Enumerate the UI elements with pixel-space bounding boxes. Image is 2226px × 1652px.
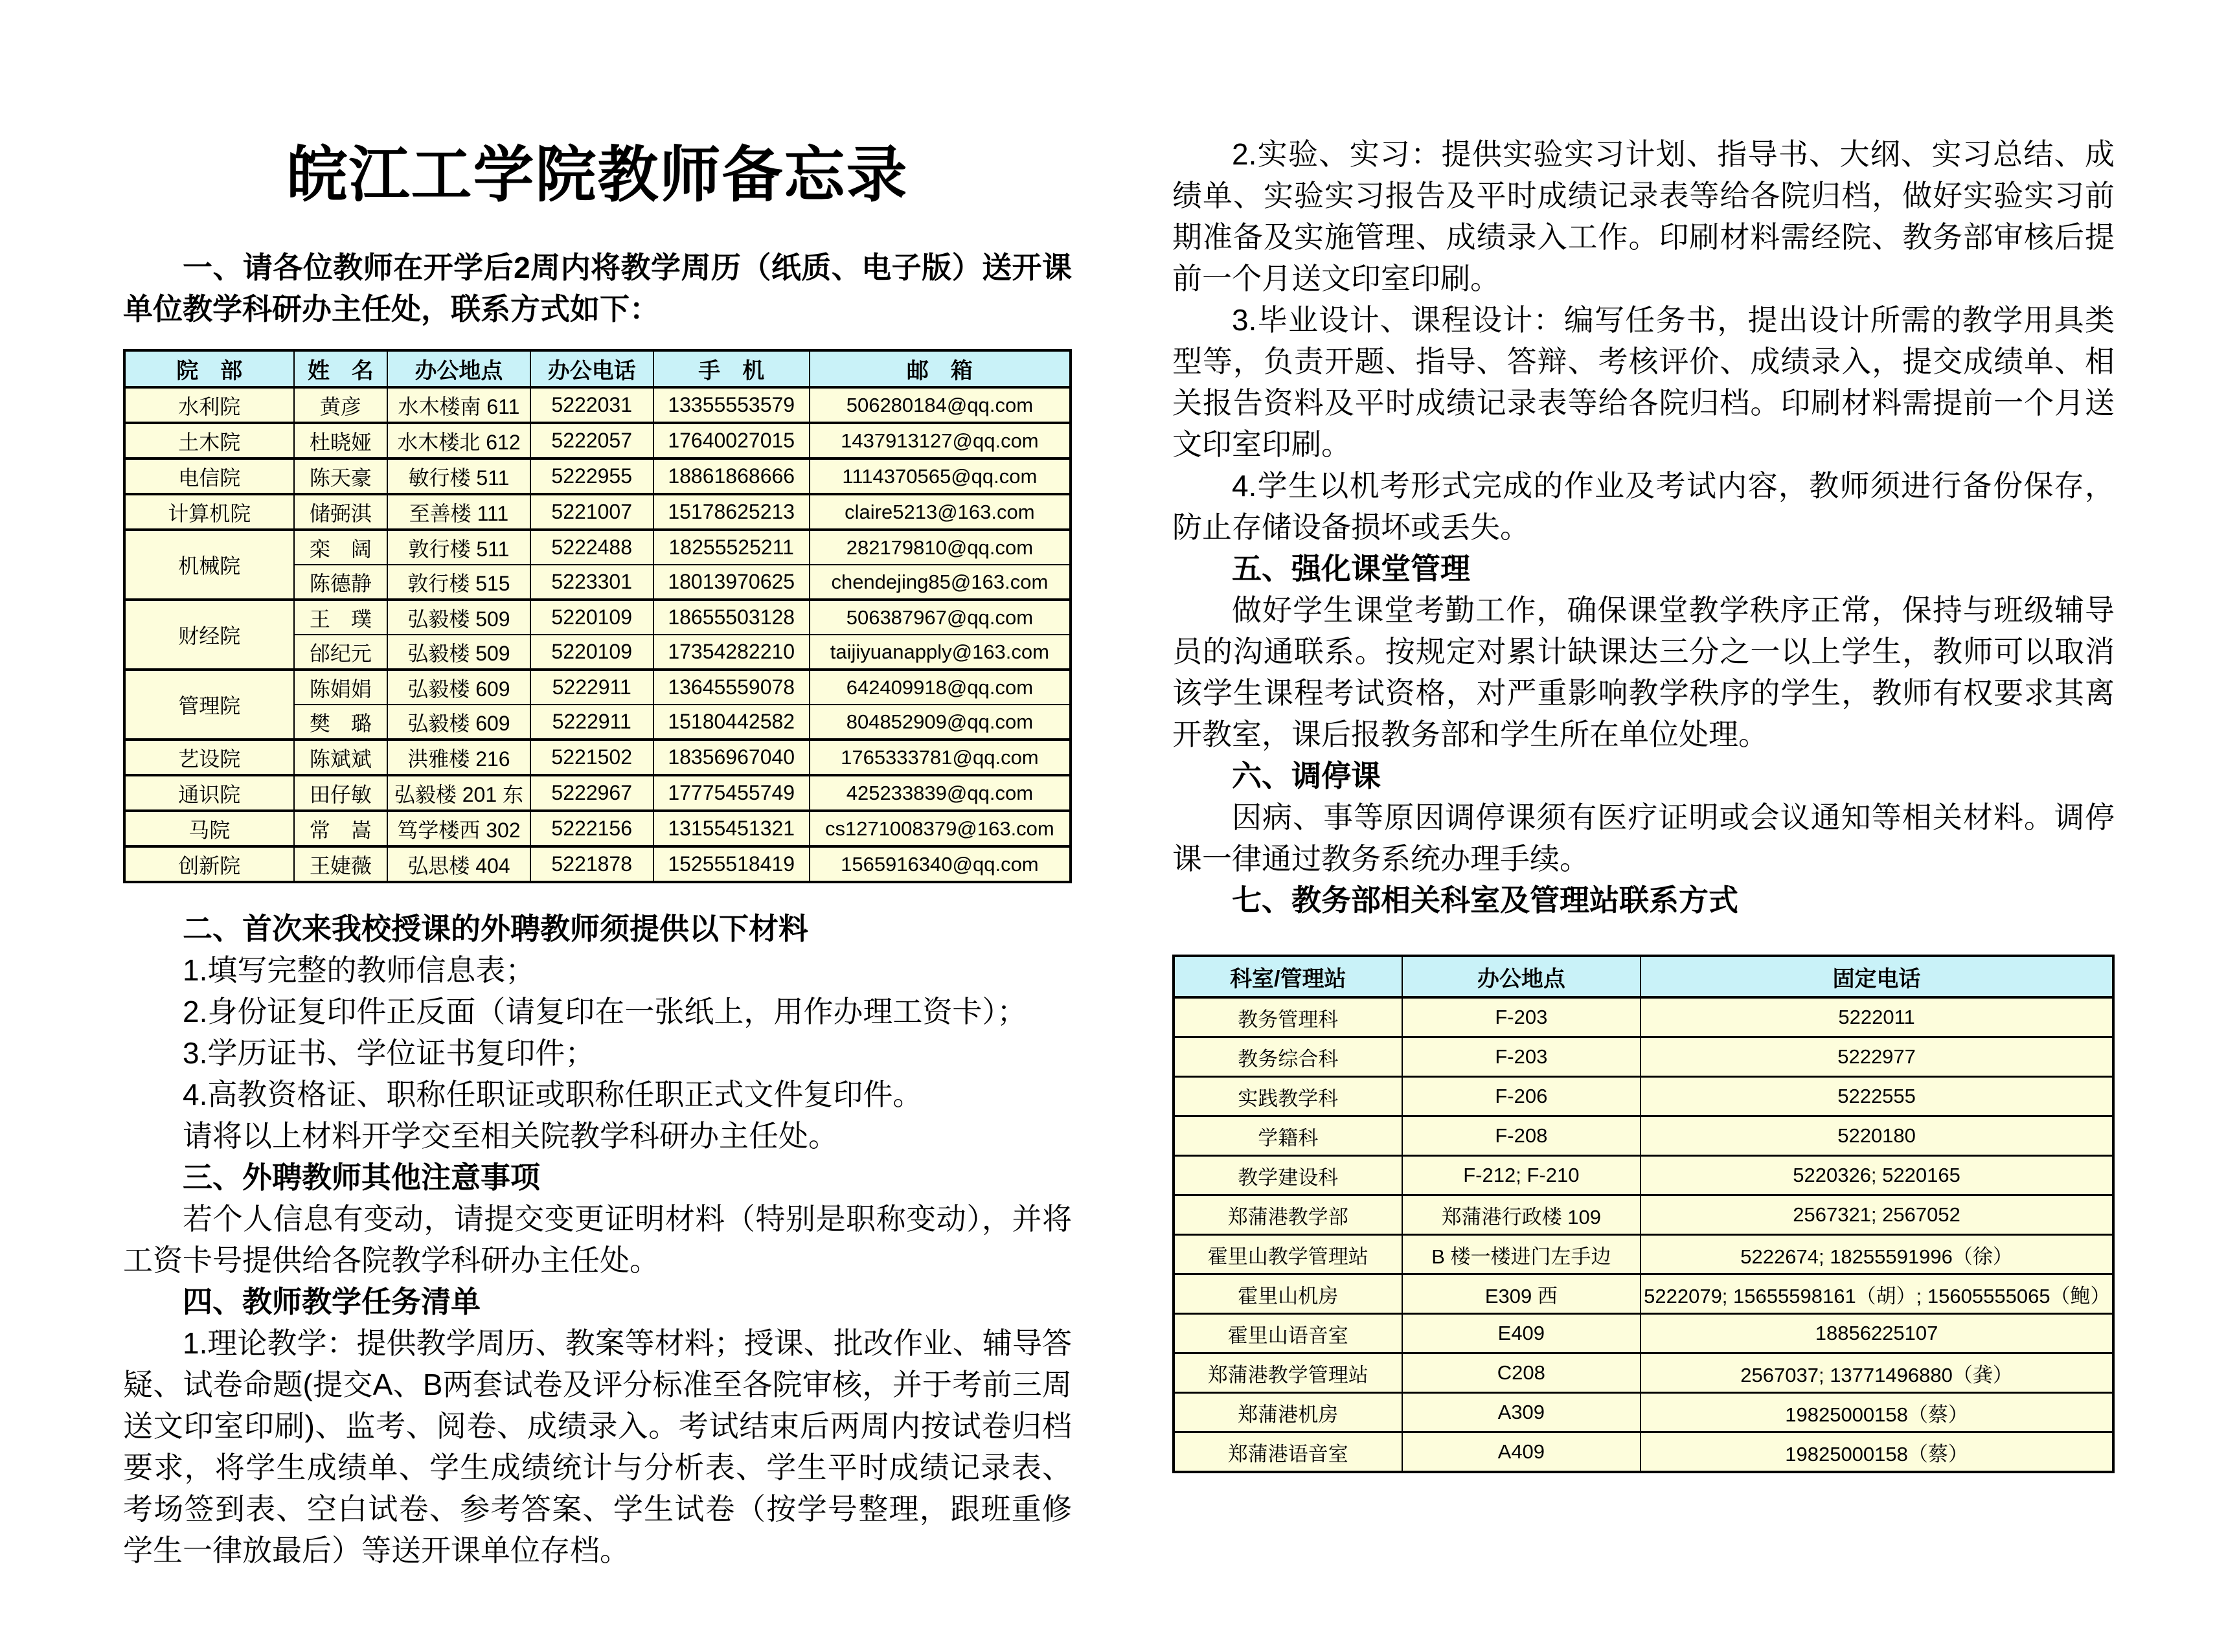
section-2-item-4: 4.高教资格证、职称任职证或职称任职正式文件复印件。 [183,1078,923,1111]
office-phone-cell: 5222911 [530,705,653,740]
section-2-item-2: 2.身份证复印件正反面（请复印在一张纸上，用作办理工资卡）； [183,995,1027,1028]
contact-table-row [124,458,1071,494]
location-cell: E309 西 [1402,1274,1641,1314]
name-cell: 陈娟娟 [294,670,388,705]
contact-table-row [124,740,1071,775]
department-table-row [1174,1077,2113,1116]
college-cell: 管理院 [124,670,294,740]
department-cell: 实践教学科 [1174,1077,1402,1116]
contact-table-row [124,600,1071,635]
contact-table-row [124,670,1071,705]
name-cell: 陈德静 [294,565,388,600]
section-1-paragraph: 一、请各位教师在开学后2周内将教学周历（纸质、电子版）送开课单位教学科研办主任处，联系方式如下： [123,251,1072,326]
office-location-cell: 敦行楼 511 [387,530,530,565]
phone-cell: 5222079; 15655598161（胡）; 15605555065（鲍） [1641,1274,2113,1314]
department-column-header: 科室/管理站 [1174,956,1402,997]
section-6-heading: 六、调停课 [1232,759,1381,793]
name-cell: 栾 阔 [294,530,388,565]
department-cell: 教务管理科 [1174,997,1402,1037]
office-phone-cell: 5221878 [530,846,653,882]
office-location-cell: 水木楼北 612 [387,423,530,458]
name-cell: 常 嵩 [294,811,388,846]
name-cell: 邰纪元 [294,635,388,670]
phone-cell: 5222674; 18255591996（徐） [1641,1235,2113,1274]
section-7-heading: 七、教务部相关科室及管理站联系方式 [1232,883,1738,917]
mobile-phone-cell: 18861868666 [653,458,810,494]
college-cell: 艺设院 [124,740,294,775]
department-column-header: 固定电话 [1641,956,2113,997]
section-2-note: 请将以上材料开学交至相关院教学科研办主任处。 [183,1119,838,1153]
section-6-body: 因病、事等原因调停课须有医疗证明或会议通知等相关材料。调停课一律通过教务系统办理手续。 [1172,800,2115,876]
name-cell: 黄彦 [294,387,388,423]
location-cell: F-208 [1402,1116,1641,1156]
location-cell: F-203 [1402,1037,1641,1077]
college-cell: 机械院 [124,530,294,600]
email-cell: 1765333781@qq.com [810,740,1071,775]
contact-table-row [124,846,1071,882]
right-column [1172,0,2115,1473]
office-phone-cell: 5220109 [530,600,653,635]
contact-table-row [124,387,1071,423]
office-phone-cell: 5222031 [530,387,653,423]
name-cell: 王 璞 [294,600,388,635]
department-table-row [1174,1274,2113,1314]
mobile-phone-cell: 18013970625 [653,565,810,600]
phone-cell: 5222977 [1641,1037,2113,1077]
college-cell: 马院 [124,811,294,846]
department-table-row [1174,1235,2113,1274]
office-location-cell: 洪雅楼 216 [387,740,530,775]
section-4-heading: 四、教师教学任务清单 [183,1285,481,1318]
contact-table-row [124,530,1071,565]
phone-cell: 19825000158（蔡） [1641,1393,2113,1432]
name-cell: 陈天豪 [294,458,388,494]
section-3-heading: 三、外聘教师其他注意事项 [183,1160,540,1194]
contact-table-body [124,387,1071,882]
email-cell: 1437913127@qq.com [810,423,1071,458]
name-cell: 储弼淇 [294,494,388,530]
contact-column-header: 办公地点 [387,350,530,387]
location-cell: 郑蒲港行政楼 109 [1402,1195,1641,1235]
contact-table-row [124,775,1071,811]
phone-cell: 2567321; 2567052 [1641,1195,2113,1235]
department-cell: 学籍科 [1174,1116,1402,1156]
department-cell: 霍里山机房 [1174,1274,1402,1314]
office-location-cell: 敏行楼 511 [387,458,530,494]
name-cell: 王婕薇 [294,846,388,882]
office-phone-cell: 5223301 [530,565,653,600]
office-phone-cell: 5222057 [530,423,653,458]
department-cell: 霍里山教学管理站 [1174,1235,1402,1274]
mobile-phone-cell: 18255525211 [653,530,810,565]
office-location-cell: 敦行楼 515 [387,565,530,600]
phone-cell: 5222011 [1641,997,2113,1037]
office-location-cell: 笃学楼西 302 [387,811,530,846]
department-table-row [1174,1156,2113,1195]
college-cell: 计算机院 [124,494,294,530]
college-cell: 通识院 [124,775,294,811]
department-cell: 教务综合科 [1174,1037,1402,1077]
department-cell: 郑蒲港教学管理站 [1174,1353,1402,1393]
task-item-4-backup: 4.学生以机考形式完成的作业及考试内容，教师须进行备份保存，防止存储设备损坏或丢失。 [1172,469,2115,544]
section-2-item-1: 1.填写完整的教师信息表； [183,953,536,987]
phone-cell: 5220326; 5220165 [1641,1156,2113,1195]
office-location-cell: 弘毅楼 509 [387,635,530,670]
location-cell: F-212; F-210 [1402,1156,1641,1195]
department-cell: 郑蒲港语音室 [1174,1432,1402,1473]
college-cell: 水利院 [124,387,294,423]
mobile-phone-cell: 15178625213 [653,494,810,530]
college-cell: 土木院 [124,423,294,458]
department-table-header [1174,956,2113,997]
location-cell: F-203 [1402,997,1641,1037]
page-title: 皖江工学院教师备忘录 [286,141,909,209]
phone-cell: 18856225107 [1641,1314,2113,1353]
department-table-row [1174,1037,2113,1077]
college-cell: 电信院 [124,458,294,494]
contact-column-header: 手 机 [653,350,810,387]
department-table-row [1174,1393,2113,1432]
name-cell: 田仔敏 [294,775,388,811]
contact-column-header: 办公电话 [530,350,653,387]
office-location-cell: 弘毅楼 201 东 [387,775,530,811]
department-table-body [1174,997,2113,1472]
name-cell: 陈斌斌 [294,740,388,775]
department-column-header: 办公地点 [1402,956,1641,997]
email-cell: 804852909@qq.com [810,705,1071,740]
office-location-cell: 弘思楼 404 [387,846,530,882]
department-table-row [1174,1314,2113,1353]
email-cell: cs1271008379@163.com [810,811,1071,846]
phone-cell: 2567037; 13771496880（龚） [1641,1353,2113,1393]
contact-column-header: 姓 名 [294,350,388,387]
office-location-cell: 至善楼 111 [387,494,530,530]
contact-table-row [124,423,1071,458]
email-cell: 1565916340@qq.com [810,846,1071,882]
office-phone-cell: 5222488 [530,530,653,565]
section-2-item-3: 3.学历证书、学位证书复印件； [183,1036,595,1070]
office-phone-cell: 5222967 [530,775,653,811]
department-cell: 郑蒲港教学部 [1174,1195,1402,1235]
section-2-heading: 二、首次来我校授课的外聘教师须提供以下材料 [183,912,808,945]
mobile-phone-cell: 17354282210 [653,635,810,670]
email-cell: chendejing85@163.com [810,565,1071,600]
mobile-phone-cell: 17775455749 [653,775,810,811]
department-cell: 教学建设科 [1174,1156,1402,1195]
email-cell: 506387967@qq.com [810,600,1071,635]
department-table-row [1174,1116,2113,1156]
office-phone-cell: 5221007 [530,494,653,530]
mobile-phone-cell: 15180442582 [653,705,810,740]
mobile-phone-cell: 13355553579 [653,387,810,423]
email-cell: 642409918@qq.com [810,670,1071,705]
contact-column-header: 邮 箱 [810,350,1071,387]
college-cell: 财经院 [124,600,294,670]
email-cell: 282179810@qq.com [810,530,1071,565]
email-cell: 425233839@qq.com [810,775,1071,811]
contact-table [123,349,1072,883]
contact-header-row [124,350,1071,387]
office-phone-cell: 5222955 [530,458,653,494]
contact-column-header: 院 部 [124,350,294,387]
location-cell: E409 [1402,1314,1641,1353]
contact-table-header [124,350,1071,387]
department-table [1172,955,2115,1473]
section-5-body: 做好学生课堂考勤工作，确保课堂教学秩序正常，保持与班级辅导员的沟通联系。按规定对累计缺课达三分之一以上学生，教师可以取消该学生课程考试资格，对严重影响教学秩序的学生，教师有权要求其离开教室，课后报教务部和学生所在单位处理。 [1172,593,2115,751]
email-cell: 1114370565@qq.com [810,458,1071,494]
email-cell: taijiyuanapply@163.com [810,635,1071,670]
office-location-cell: 弘毅楼 609 [387,670,530,705]
mobile-phone-cell: 13645559078 [653,670,810,705]
phone-cell: 5220180 [1641,1116,2113,1156]
office-phone-cell: 5222911 [530,670,653,705]
department-cell: 霍里山语音室 [1174,1314,1402,1353]
office-phone-cell: 5221502 [530,740,653,775]
mobile-phone-cell: 18655503128 [653,600,810,635]
department-table-row [1174,1432,2113,1473]
email-cell: claire5213@163.com [810,494,1071,530]
office-location-cell: 弘毅楼 609 [387,705,530,740]
location-cell: A309 [1402,1393,1641,1432]
task-item-3-design: 3.毕业设计、课程设计：编写任务书，提出设计所需的教学用具类型等，负责开题、指导、答辩、考核评价、成绩录入，提交成绩单、相关报告资料及平时成绩记录表等给各院归档。印刷材料需提前一个月送文印室印刷。 [1172,303,2115,461]
location-cell: F-206 [1402,1077,1641,1116]
department-header-row [1174,956,2113,997]
task-item-2-experiments: 2.实验、实习：提供实验实习计划、指导书、大纲、实习总结、成绩单、实验实习报告及平时成绩记录表等给各院归档，做好实验实习前期准备及实施管理、成绩录入工作。印刷材料需经院、教务部审核后提前一个月送文印室印刷。 [1172,137,2115,295]
office-location-cell: 弘毅楼 509 [387,600,530,635]
phone-cell: 5222555 [1641,1077,2113,1116]
department-table-row [1174,997,2113,1037]
department-table-row [1174,1195,2113,1235]
name-cell: 杜晓娅 [294,423,388,458]
mobile-phone-cell: 18356967040 [653,740,810,775]
email-cell: 506280184@qq.com [810,387,1071,423]
section-5-heading: 五、强化课堂管理 [1232,552,1470,585]
contact-table-row [124,494,1071,530]
department-cell: 郑蒲港机房 [1174,1393,1402,1432]
name-cell: 樊 璐 [294,705,388,740]
office-location-cell: 水木楼南 611 [387,387,530,423]
phone-cell: 19825000158（蔡） [1641,1432,2113,1473]
section-3-body: 若个人信息有变动，请提交变更证明材料（特别是职称变动），并将工资卡号提供给各院教学科研办主任处。 [123,1202,1072,1277]
office-phone-cell: 5222156 [530,811,653,846]
mobile-phone-cell: 13155451321 [653,811,810,846]
mobile-phone-cell: 15255518419 [653,846,810,882]
section-4-body: 1.理论教学：提供教学周历、教案等材料；授课、批改作业、辅导答疑、试卷命题(提交A、B两套试卷及评分标准至各院审核，并于考前三周送文印室印刷)、监考、阅卷、成绩录入。考试结束后两周内按试卷归档要求，将学生成绩单、学生成绩统计与分析表、学生平时成绩记录表、考场签到表、空白试卷、参考答案、学生试卷（按学号整理，跟班重修学生一律放最后）等送开课单位存档。 [123,1326,1072,1567]
location-cell: B 楼一楼进门左手边 [1402,1235,1641,1274]
left-column [123,0,1072,1571]
office-phone-cell: 5220109 [530,635,653,670]
department-table-row [1174,1353,2113,1393]
mobile-phone-cell: 17640027015 [653,423,810,458]
college-cell: 创新院 [124,846,294,882]
location-cell: A409 [1402,1432,1641,1473]
contact-table-row [124,811,1071,846]
location-cell: C208 [1402,1353,1641,1393]
